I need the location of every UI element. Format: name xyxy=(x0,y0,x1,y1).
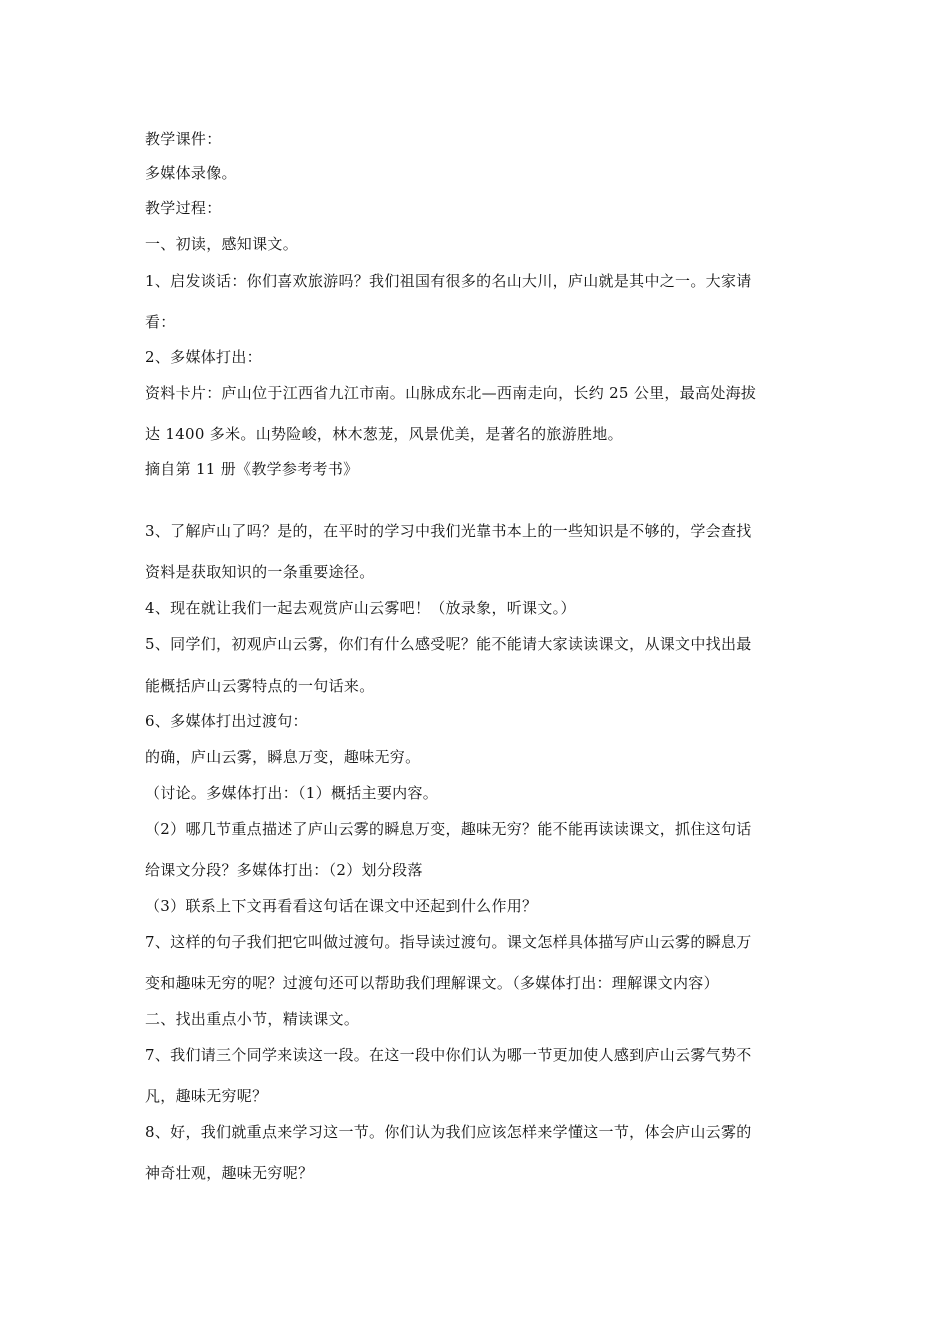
text-line: （2）哪几节重点描述了庐山云雾的瞬息万变，趣味无穷？能不能再读读课文，抓住这句话 xyxy=(145,820,752,838)
heading-process: 教学过程： xyxy=(145,199,222,217)
text-line: 资料卡片：庐山位于江西省九江市南。山脉成东北—西南走向，长约 25 公里，最高处海拔 xyxy=(145,384,757,402)
text-line: 给课文分段？多媒体打出：（2）划分段落 xyxy=(145,861,423,879)
text-line: 6、多媒体打出过渡句： xyxy=(145,712,308,730)
text-line: 达 1400 多米。山势险峻，林木葱茏，风景优美，是著名的旅游胜地。 xyxy=(145,425,623,443)
text-line: 7、这样的句子我们把它叫做过渡句。指导读过渡句。课文怎样具体描写庐山云雾的瞬息万 xyxy=(145,933,752,951)
text-line: 凡，趣味无穷呢？ xyxy=(145,1087,268,1105)
text-line: 1、启发谈话：你们喜欢旅游吗？我们祖国有很多的名山大川，庐山就是其中之一。大家请 xyxy=(145,272,752,290)
heading-courseware: 教学课件： xyxy=(145,130,222,148)
section-heading-1: 一、初读，感知课文。 xyxy=(145,235,299,253)
text-line: 资料是获取知识的一条重要途径。 xyxy=(145,563,375,581)
text-line: （讨论。多媒体打出：（1）概括主要内容。 xyxy=(145,784,439,802)
text-line: 4、现在就让我们一起去观赏庐山云雾吧！（放录象，听课文。） xyxy=(145,599,576,617)
text-line: 8、好，我们就重点来学习这一节。你们认为我们应该怎样来学懂这一节，体会庐山云雾的 xyxy=(145,1123,752,1141)
text-line: 多媒体录像。 xyxy=(145,164,237,182)
source-note: 摘自第 11 册《教学参考考书》 xyxy=(145,460,359,478)
text-line: （3）联系上下文再看看这句话在课文中还起到什么作用？ xyxy=(145,897,538,915)
text-line: 神奇壮观，趣味无穷呢？ xyxy=(145,1164,314,1182)
text-line: 变和趣味无穷的呢？过渡句还可以帮助我们理解课文。（多媒体打出：理解课文内容） xyxy=(145,974,719,992)
text-line: 的确，庐山云雾，瞬息万变，趣味无穷。 xyxy=(145,748,421,766)
section-heading-2: 二、找出重点小节，精读课文。 xyxy=(145,1010,360,1028)
text-line: 2、多媒体打出： xyxy=(145,348,262,366)
text-line: 3、了解庐山了吗？是的，在平时的学习中我们光靠书本上的一些知识是不够的，学会查找 xyxy=(145,522,752,540)
text-line: 7、我们请三个同学来读这一段。在这一段中你们认为哪一节更加使人感到庐山云雾气势不 xyxy=(145,1046,752,1064)
text-line: 能概括庐山云雾特点的一句话来。 xyxy=(145,677,375,695)
text-line: 看： xyxy=(145,313,176,331)
text-line: 5、同学们，初观庐山云雾，你们有什么感受呢？能不能请大家读读课文，从课文中找出最 xyxy=(145,635,752,653)
